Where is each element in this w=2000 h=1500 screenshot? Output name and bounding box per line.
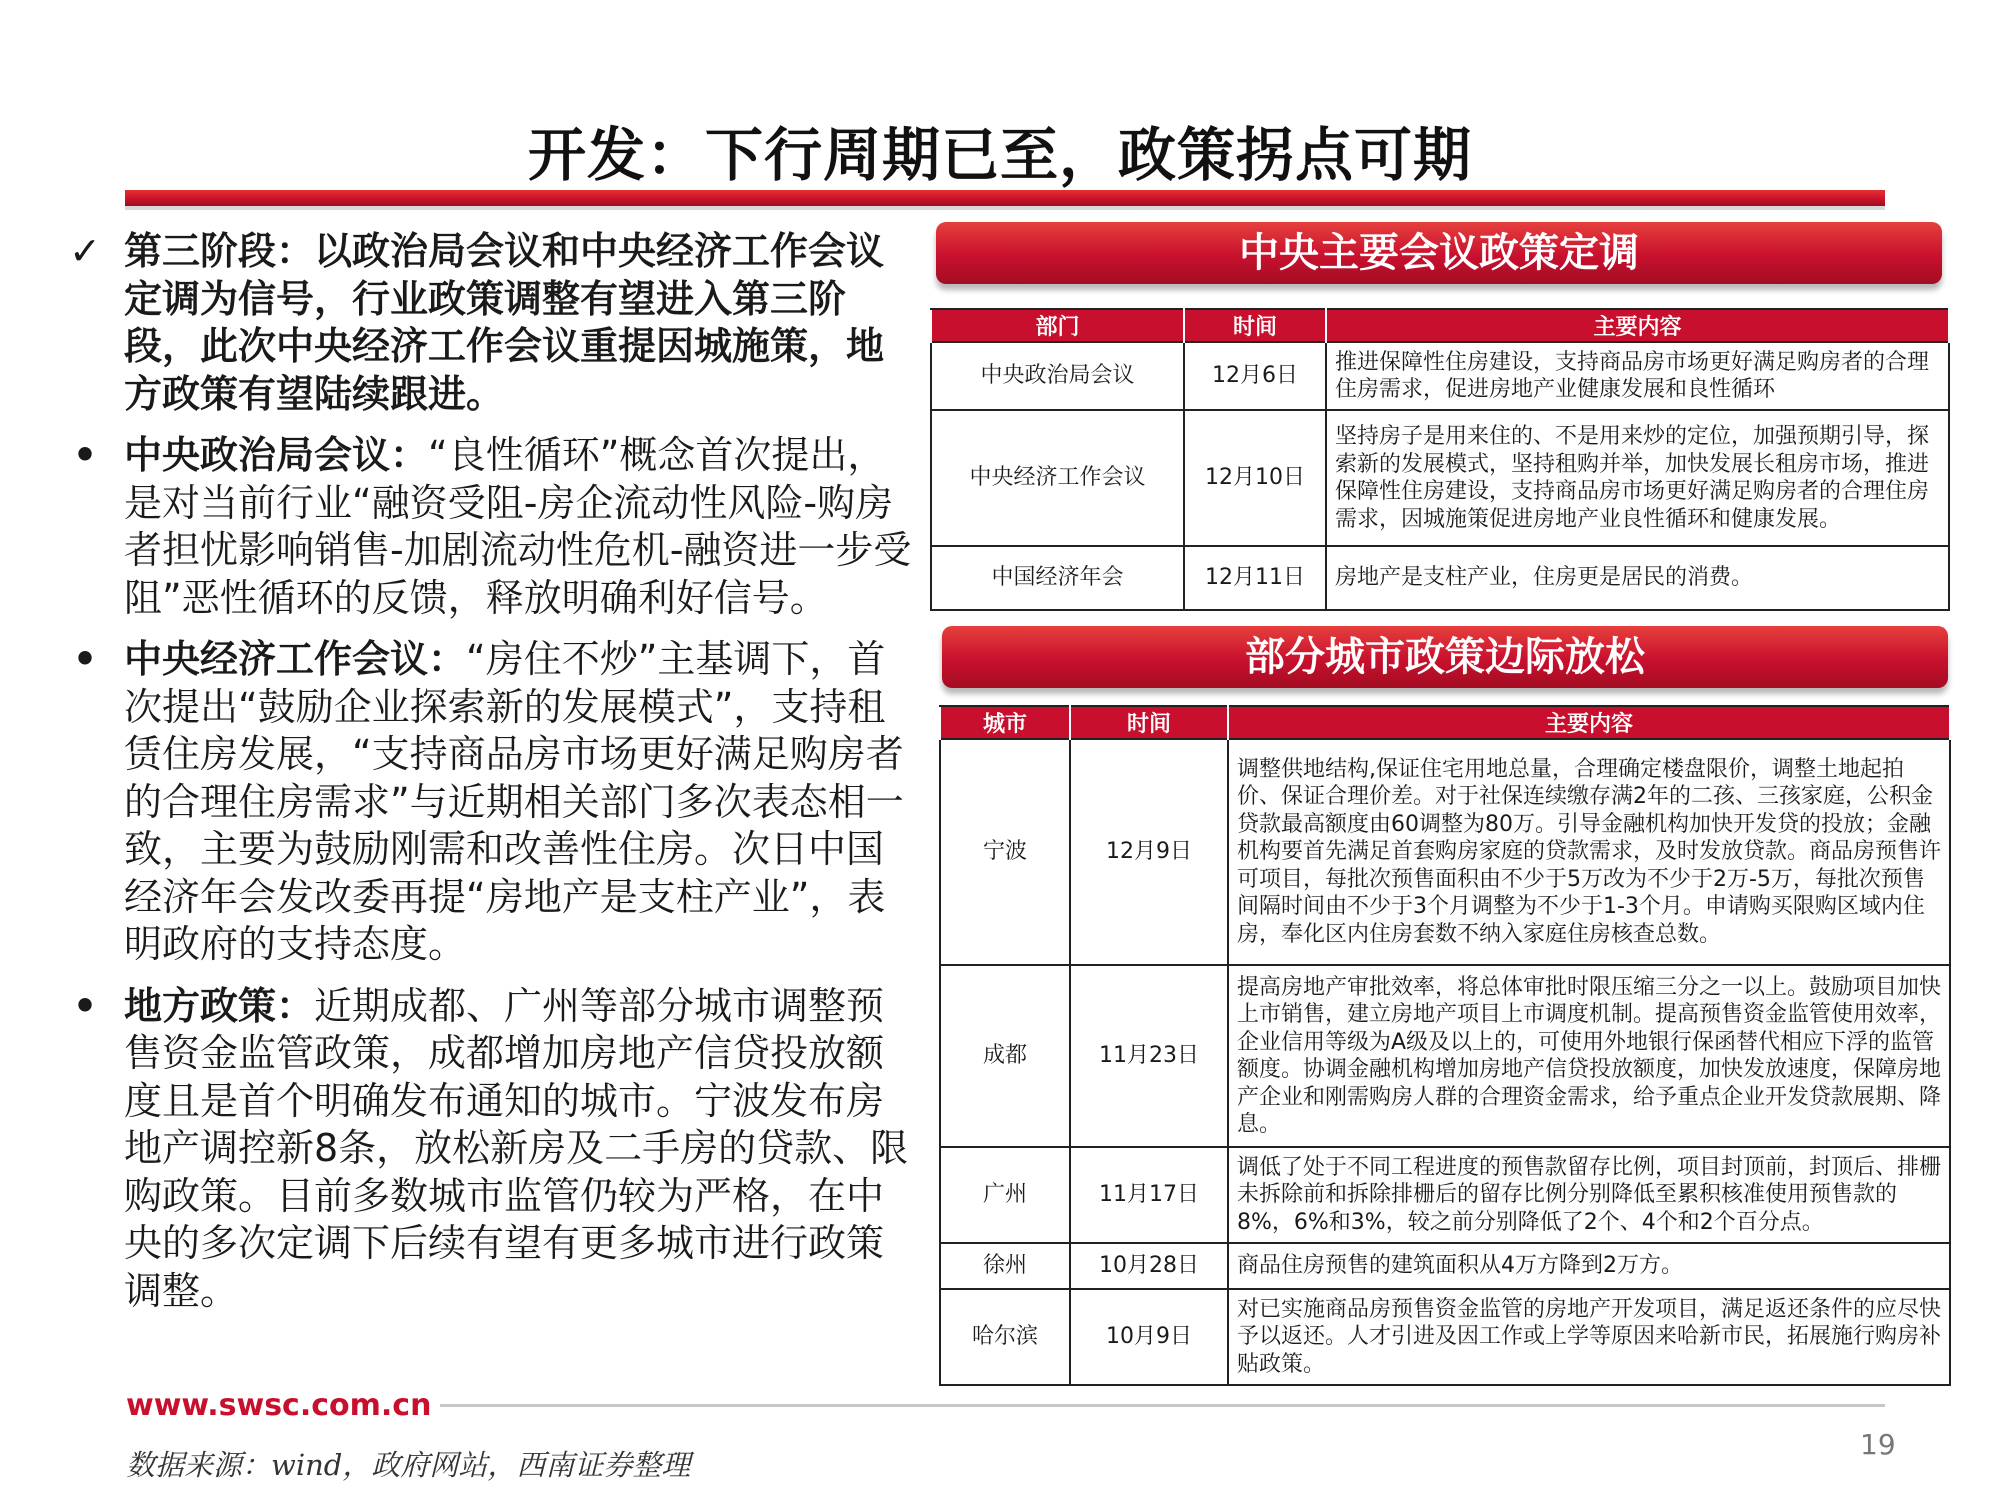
- city-policies-ribbon: 部分城市政策边际放松: [942, 626, 1948, 688]
- cell-date: 10月28日: [1070, 1243, 1228, 1289]
- cell-dept: 中国经济年会: [931, 546, 1184, 610]
- page-title: 开发：下行周期已至，政策拐点可期: [527, 121, 1472, 189]
- bullet-item: [60, 228, 920, 418]
- cell-date: 12月11日: [1184, 546, 1326, 610]
- cell-content: 商品住房预售的建筑面积从4万方降到2万方。: [1228, 1243, 1950, 1289]
- table-row: [940, 1147, 1950, 1243]
- table-row: [940, 1243, 1950, 1289]
- cell-date: 11月17日: [1070, 1147, 1228, 1243]
- cell-content: 房地产是支柱产业，住房更是居民的消费。: [1326, 546, 1949, 610]
- bullet-item: [60, 636, 920, 969]
- cell-content: 调整供地结构,保证住宅用地总量，合理确定楼盘限价，调整土地起拍价、保证合理价差。对于社保连续缴存满2年的二孩、三孩家庭，公积金贷款最高额度由60调整为80万。引导金融机构加快开发贷的投放；金融机构要首先满足首套购房家庭的贷款需求，及时发放贷款。商品房预售许可项目，每批次预售面积由不少于5万改为不少于2万-5万，每批次预售间隔时间由不少于3个月调整为不少于1-3个月。申请购买限购区域内住房，奉化区内住房套数不纳入家庭住房核查总数。: [1228, 739, 1950, 965]
- cell-content: 提高房地产审批效率，将总体审批时限压缩三分之一以上。鼓励项目加快上市销售，建立房地产项目上市调度机制。提高预售资金监管使用效率，企业信用等级为A级及以上的，可使用外地银行保函替代相应下浮的监管额度。协调金融机构增加房地产信贷投放额度，加快发放速度，保障房地产企业和刚需购房人群的合理资金需求，给予重点企业开发贷款展期、降息。: [1228, 965, 1950, 1147]
- cell-content: 推进保障性住房建设，支持商品房市场更好满足购房者的合理住房需求，促进房地产业健康发展和良性循环: [1326, 342, 1949, 410]
- cell-date: 10月9日: [1070, 1289, 1228, 1385]
- bullet-item: [60, 983, 920, 1316]
- cell-content: 对已实施商品房预售资金监管的房地产开发项目，满足返还条件的应尽快予以返还。人才引进及因工作或上学等原因来哈新市民，拓展施行购房补贴政策。: [1228, 1289, 1950, 1385]
- table-row: [931, 546, 1949, 610]
- bullet-text: 第三阶段：以政治局会议和中央经济工作会议定调为信号，行业政策调整有望进入第三阶段，此次中央经济工作会议重提因城施策，地方政策有望陆续跟进。: [124, 229, 885, 416]
- page-number: 19: [1860, 1428, 1896, 1461]
- central-meetings-table: [930, 308, 1950, 611]
- bullet-text: 近期成都、广州等部分城市调整预售资金监管政策，成都增加房地产信贷投放额度且是首个明确发布通知的城市。宁波发布房地产调控新8条，放松新房及二手房的贷款、限购政策。目前多数城市监管仍较为严格，在中央的多次定调下后续有望有更多城市进行政策调整。: [124, 983, 909, 1313]
- bullet-dot-icon: •: [72, 983, 98, 1028]
- col-header-city: 城市: [940, 706, 1070, 739]
- bullet-lead: 中央政治局会议：: [124, 433, 429, 477]
- bullet-item: [60, 432, 920, 622]
- table-row: [940, 739, 1950, 965]
- cell-dept: 中央经济工作会议: [931, 410, 1184, 546]
- bullet-lead: 地方政策：: [124, 983, 315, 1028]
- cell-date: 12月9日: [1070, 739, 1228, 965]
- cell-city: 宁波: [940, 739, 1070, 965]
- col-header-date: 时间: [1184, 309, 1326, 342]
- footer-website-link[interactable]: www.swsc.com.cn: [126, 1388, 432, 1423]
- table-row: [931, 342, 1949, 410]
- cell-city: 成都: [940, 965, 1070, 1147]
- bullet-text: “良性循环”概念首次提出，是对当前行业“融资受阻-房企流动性风险-购房者担忧影响销售-加剧流动性危机-融资进一步受阻”恶性循环的反馈，释放明确利好信号。: [124, 433, 912, 620]
- col-header-content: 主要内容: [1326, 309, 1949, 342]
- table-header-row: [931, 309, 1949, 342]
- bullet-list: [60, 228, 920, 1329]
- table-row: [940, 1289, 1950, 1385]
- data-source-note: 数据来源：wind，政府网站，西南证券整理: [126, 1448, 691, 1482]
- bullet-dot-icon: •: [72, 433, 98, 477]
- cell-date: 11月23日: [1070, 965, 1228, 1147]
- cell-date: 12月6日: [1184, 342, 1326, 410]
- cell-content: 坚持房子是用来住的、不是用来炒的定位，加强预期引导，探索新的发展模式，坚持租购并举，加快发展长租房市场，推进保障性住房建设，支持商品房市场更好满足购房者的合理住房需求，因城施策促进房地产业良性循环和健康发展。: [1326, 410, 1949, 546]
- table-row: [931, 410, 1949, 546]
- col-header-date: 时间: [1070, 706, 1228, 739]
- col-header-dept: 部门: [931, 309, 1184, 342]
- title-underline-bar: [125, 190, 1885, 206]
- city-policies-table: [939, 705, 1951, 1386]
- title-underline-shadow: [125, 206, 1885, 210]
- bullet-text: “房住不炒”主基调下，首次提出“鼓励企业探索新的发展模式”，支持租赁住房发展，“支持商品房市场更好满足购房者的合理住房需求”与近期相关部门多次表态相一致，主要为鼓励刚需和改善性住房。次日中国经济年会发改委再提“房地产是支柱产业”，表明政府的支持态度。: [124, 637, 904, 966]
- cell-date: 12月10日: [1184, 410, 1326, 546]
- cell-content: 调低了处于不同工程进度的预售款留存比例，项目封顶前，封顶后、排栅未拆除前和拆除排栅后的留存比例分别降低至累积核准使用预售款的8%，6%和3%，较之前分别降低了2个、4个和2个百分点。: [1228, 1147, 1950, 1243]
- table-header-row: [940, 706, 1950, 739]
- cell-city: 哈尔滨: [940, 1289, 1070, 1385]
- bullet-lead: 中央经济工作会议：: [124, 637, 467, 681]
- table-row: [940, 965, 1950, 1147]
- cell-city: 广州: [940, 1147, 1070, 1243]
- col-header-content: 主要内容: [1228, 706, 1950, 739]
- checkmark-icon: ✓: [69, 229, 101, 273]
- central-meetings-ribbon: 中央主要会议政策定调: [936, 222, 1942, 284]
- footer-divider: [440, 1404, 1885, 1407]
- bullet-dot-icon: •: [72, 637, 98, 681]
- cell-city: 徐州: [940, 1243, 1070, 1289]
- cell-dept: 中央政治局会议: [931, 342, 1184, 410]
